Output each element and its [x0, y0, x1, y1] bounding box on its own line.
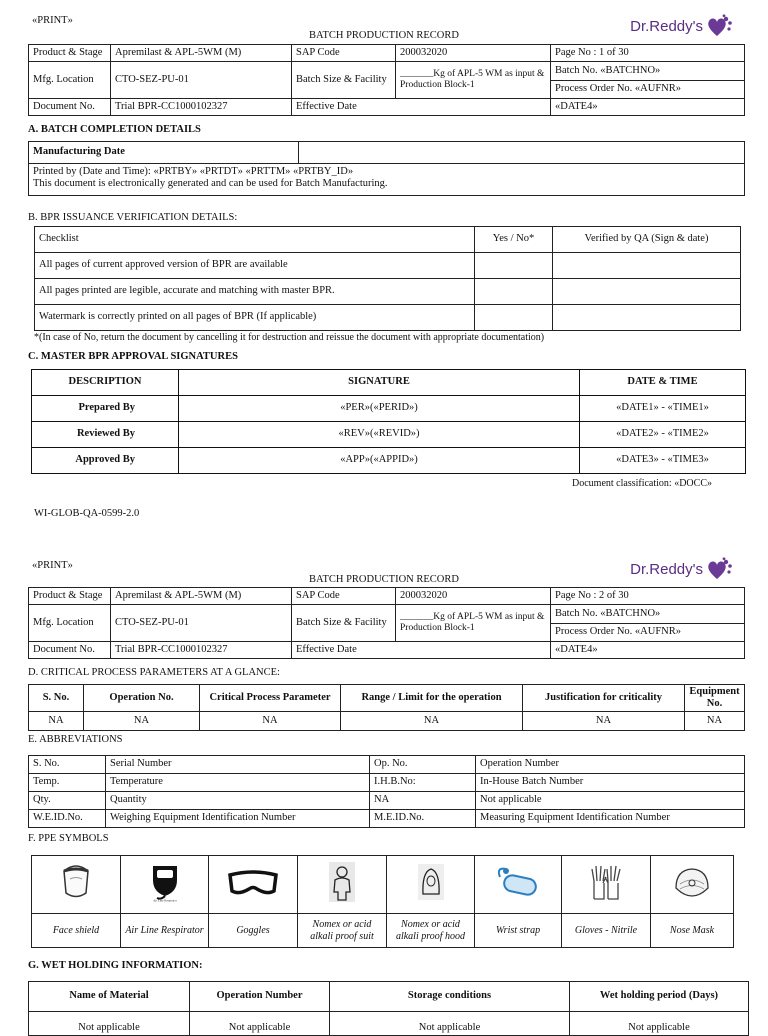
ppe-label: Nose Mask	[651, 914, 734, 948]
sap-value: 200032020	[396, 588, 551, 605]
description-header: DESCRIPTION	[32, 370, 179, 396]
air-line-respirator-icon	[121, 856, 209, 914]
datetime-cell: «DATE3» - «TIME3»	[580, 448, 746, 474]
page-number: Page No : 2 of 30	[551, 588, 745, 605]
abbr-cell: M.E.ID.No.	[370, 810, 476, 828]
cpp-header: Critical Process Parameter	[200, 685, 341, 712]
protective-hood-icon	[387, 856, 475, 914]
verified-cell	[553, 305, 741, 331]
company-logo	[630, 14, 732, 38]
yes-no-header: Yes / No*	[475, 227, 553, 253]
table-cell: NA	[685, 712, 745, 731]
abbr-cell: W.E.ID.No.	[29, 810, 106, 828]
header-table	[28, 44, 745, 116]
sap-label: SAP Code	[292, 588, 396, 605]
effective-date-label: Effective Date	[292, 642, 551, 659]
signature-cell: «APP»(«APPID»)	[179, 448, 580, 474]
checklist-header: Checklist	[35, 227, 475, 253]
logo-mark-icon	[706, 557, 732, 581]
abbr-cell: S. No.	[29, 756, 106, 774]
material-header: Name of Material	[29, 982, 190, 1012]
checklist-item: Watermark is correctly printed on all pages of BPR (If applicable)	[35, 305, 475, 331]
abbr-cell: NA	[370, 792, 476, 810]
table-row	[29, 810, 745, 828]
issuance-verification-table	[34, 226, 741, 331]
process-order: Process Order No. «AUFNR»	[551, 624, 745, 642]
abbr-meaning-cell: Serial Number	[106, 756, 370, 774]
ppe-symbols-table	[31, 855, 734, 948]
holding-period-header: Wet holding period (Days)	[570, 982, 749, 1012]
protective-suit-icon	[298, 856, 387, 914]
print-tag: «PRINT»	[32, 15, 73, 26]
role-cell: Approved By	[32, 448, 179, 474]
abbr-meaning-cell: In-House Batch Number	[476, 774, 745, 792]
electronic-note: This document is electronically generated and can be used for Batch Manufacturing.	[33, 178, 388, 190]
signature-header: SIGNATURE	[179, 370, 580, 396]
logo-mark-icon	[706, 14, 732, 38]
abbr-meaning-cell: Not applicable	[476, 792, 745, 810]
section-g-title: G. WET HOLDING INFORMATION:	[28, 960, 203, 971]
table-row	[29, 712, 745, 731]
critical-parameters-table	[28, 684, 745, 731]
issuance-footnote: *(In case of No, return the document by cancelling it for destruction and reissue the document with appropriate documentation)	[34, 332, 545, 343]
verified-cell	[553, 253, 741, 279]
abbr-meaning-cell: Weighing Equipment Identification Number	[106, 810, 370, 828]
section-c-title: C. MASTER BPR APPROVAL SIGNATURES	[28, 351, 238, 362]
table-row	[29, 792, 745, 810]
document-classification: Document classification: «DOCC»	[572, 478, 712, 489]
product-label: Product & Stage	[29, 588, 111, 605]
manufacturing-date-label: Manufacturing Date	[29, 142, 299, 164]
section-a-title: A. BATCH COMPLETION DETAILS	[28, 124, 201, 135]
section-b-title: B. BPR ISSUANCE VERIFICATION DETAILS:	[28, 212, 238, 223]
abbr-meaning-cell: Measuring Equipment Identification Number	[476, 810, 745, 828]
yes-no-cell	[475, 305, 553, 331]
page-number: Page No : 1 of 30	[551, 45, 745, 62]
datetime-cell: «DATE2» - «TIME2»	[580, 422, 746, 448]
checklist-row	[35, 305, 741, 331]
header-table	[28, 587, 745, 659]
table-cell: NA	[341, 712, 523, 731]
abbr-meaning-cell: Temperature	[106, 774, 370, 792]
product-value: Apremilast & APL-5WM (M)	[111, 588, 292, 605]
batch-size-value: _______Kg of APL-5 WM as input & Production Block-1	[396, 62, 551, 99]
goggles-icon	[209, 856, 298, 914]
table-cell: Not applicable	[330, 1012, 570, 1036]
equipment-no-header: Equipment No.	[685, 685, 745, 712]
checklist-item: All pages printed are legible, accurate and matching with master BPR.	[35, 279, 475, 305]
effective-date-label: Effective Date	[296, 101, 357, 112]
operation-no-header: Operation No.	[84, 685, 200, 712]
approval-signatures-table	[31, 369, 746, 474]
document-title: BATCH PRODUCTION RECORD	[309, 574, 459, 585]
checklist-row	[35, 253, 741, 279]
wrist-strap-icon	[475, 856, 562, 914]
manufacturing-date-value	[299, 142, 745, 164]
process-order: Process Order No. «AUFNR»	[551, 81, 745, 99]
mfg-location-value: CTO-SEZ-PU-01	[111, 605, 292, 642]
batch-number: Batch No. «BATCHNO»	[551, 62, 745, 81]
sno-header: S. No.	[29, 685, 84, 712]
datetime-cell: «DATE1» - «TIME1»	[580, 396, 746, 422]
sap-label: SAP Code	[292, 45, 396, 62]
product-value: Apremilast & APL-5WM (M)	[111, 45, 292, 62]
document-no-value: Trial BPR-CC1000102327	[111, 99, 292, 116]
checklist-item: All pages of current approved version of BPR are available	[35, 253, 475, 279]
company-logo	[630, 557, 732, 581]
batch-number: Batch No. «BATCHNO»	[551, 605, 745, 624]
yes-no-cell	[475, 253, 553, 279]
abbr-cell: I.H.B.No:	[370, 774, 476, 792]
verified-header: Verified by QA (Sign & date)	[553, 227, 741, 253]
storage-header: Storage conditions	[330, 982, 570, 1012]
nose-mask-icon	[651, 856, 734, 914]
sap-value: 200032020	[396, 45, 551, 62]
section-e-title: E. ABBREVIATIONS	[28, 734, 123, 745]
print-tag: «PRINT»	[32, 560, 73, 571]
table-row	[29, 756, 745, 774]
ppe-label: Nomex or acid alkali proof hood	[387, 914, 475, 948]
date-time-header: DATE & TIME	[580, 370, 746, 396]
table-row	[29, 1012, 749, 1036]
document-title: BATCH PRODUCTION RECORD	[309, 30, 459, 41]
mfg-location-value: CTO-SEZ-PU-01	[111, 62, 292, 99]
abbreviations-table	[28, 755, 745, 828]
ppe-label: Goggles	[209, 914, 298, 948]
table-cell: Not applicable	[570, 1012, 749, 1036]
role-cell: Reviewed By	[32, 422, 179, 448]
operation-number-header: Operation Number	[190, 982, 330, 1012]
footer-code: WI-GLOB-QA-0599-2.0	[34, 508, 140, 519]
signature-cell: «PER»(«PERID»)	[179, 396, 580, 422]
table-cell: NA	[84, 712, 200, 731]
section-f-title: F. PPE SYMBOLS	[28, 833, 109, 844]
logo-text: Dr.Reddy's	[630, 560, 703, 578]
batch-size-label: Batch Size & Facility	[292, 62, 396, 99]
table-row	[29, 774, 745, 792]
svg-text:Air Line Respirator: Air Line Respirator	[152, 898, 177, 903]
abbr-cell: Qty.	[29, 792, 106, 810]
document-no-value: Trial BPR-CC1000102327	[111, 642, 292, 659]
page-2	[0, 545, 768, 1033]
yes-no-cell	[475, 279, 553, 305]
printed-by-text: Printed by (Date and Time): «PRTBY» «PRTDT» «PRTTM» «PRTBY_ID»	[33, 166, 354, 177]
role-cell: Prepared By	[32, 396, 179, 422]
table-cell: NA	[523, 712, 685, 731]
abbr-cell: Temp.	[29, 774, 106, 792]
ppe-label: Face shield	[32, 914, 121, 948]
document-no-label: Document No.	[29, 99, 111, 116]
wet-holding-table	[28, 981, 749, 1036]
abbr-meaning-cell: Operation Number	[476, 756, 745, 774]
signature-row	[32, 396, 746, 422]
signature-row	[32, 448, 746, 474]
mfg-location-label: Mfg. Location	[29, 605, 111, 642]
ppe-label: Air Line Respirator	[121, 914, 209, 948]
effective-date-value: «DATE4»	[551, 99, 745, 116]
checklist-row	[35, 279, 741, 305]
range-header: Range / Limit for the operation	[341, 685, 523, 712]
signature-cell: «REV»(«REVID»)	[179, 422, 580, 448]
table-cell: NA	[200, 712, 341, 731]
ppe-label: Gloves - Nitrile	[562, 914, 651, 948]
abbr-cell: Op. No.	[370, 756, 476, 774]
product-label: Product & Stage	[29, 45, 111, 62]
table-cell: Not applicable	[190, 1012, 330, 1036]
logo-text: Dr.Reddy's	[630, 17, 703, 35]
batch-size-value: _______Kg of APL-5 WM as input & Production Block-1	[396, 605, 551, 642]
abbr-meaning-cell: Quantity	[106, 792, 370, 810]
ppe-label: Wrist strap	[475, 914, 562, 948]
batch-size-label: Batch Size & Facility	[292, 605, 396, 642]
batch-completion-table	[28, 141, 745, 196]
ppe-label: Nomex or acid alkali proof suit	[298, 914, 387, 948]
verified-cell	[553, 279, 741, 305]
face-shield-icon	[32, 856, 121, 914]
document-no-label: Document No.	[29, 642, 111, 659]
table-cell: NA	[29, 712, 84, 731]
mfg-location-label: Mfg. Location	[29, 62, 111, 99]
signature-row	[32, 422, 746, 448]
justification-header: Justification for criticality	[523, 685, 685, 712]
table-cell: Not applicable	[29, 1012, 190, 1036]
nitrile-gloves-icon	[562, 856, 651, 914]
effective-date-value: «DATE4»	[551, 642, 745, 659]
section-d-title: D. CRITICAL PROCESS PARAMETERS AT A GLANCE:	[28, 667, 280, 678]
